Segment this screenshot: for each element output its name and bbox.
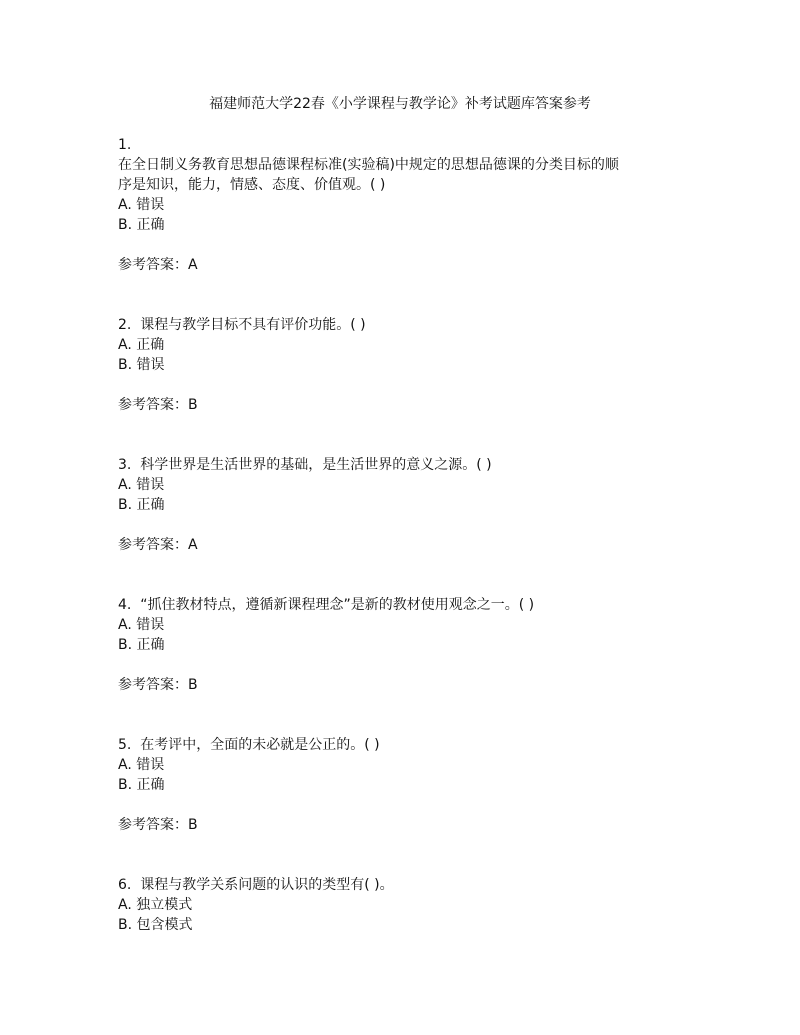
spacer — [118, 695, 718, 735]
question-list — [118, 135, 718, 935]
question-2-option-a: A. 正确 — [118, 337, 165, 353]
question-6-option-b: B. 包含模式 — [118, 917, 193, 933]
question-2-answer: 参考答案：B — [118, 397, 198, 413]
question-5 — [118, 735, 718, 835]
question-4-answer: 参考答案：B — [118, 677, 198, 693]
question-5-line — [118, 735, 718, 755]
question-1-option-b: B. 正确 — [118, 217, 165, 233]
question-5-option-b: B. 正确 — [118, 777, 165, 793]
question-1-option-a: A. 错误 — [118, 197, 165, 213]
question-2-number: 2. — [118, 317, 132, 333]
spacer — [118, 835, 718, 875]
question-6-line — [118, 875, 718, 895]
question-2-stem: 课程与教学目标不具有评价功能。( ) — [140, 317, 366, 333]
question-1-stem-line1: 在全日制义务教育思想品德课程标准(实验稿)中规定的思想品德课的分类目标的顺 — [118, 157, 619, 173]
question-5-answer: 参考答案：B — [118, 817, 198, 833]
question-6-option-a: A. 独立模式 — [118, 897, 193, 913]
question-6 — [118, 875, 718, 935]
question-3-option-a: A. 错误 — [118, 477, 165, 493]
question-2 — [118, 315, 718, 415]
spacer — [118, 415, 718, 455]
question-3-number: 3. — [118, 457, 132, 473]
question-4-option-a: A. 错误 — [118, 617, 165, 633]
question-5-stem: 在考评中，全面的未必就是公正的。( ) — [140, 737, 380, 753]
spacer — [118, 275, 718, 315]
question-6-stem: 课程与教学关系问题的认识的类型有( )。 — [140, 877, 394, 893]
question-6-number: 6. — [118, 877, 132, 893]
question-2-option-b: B. 错误 — [118, 357, 165, 373]
question-3-stem: 科学世界是生活世界的基础，是生活世界的意义之源。( ) — [140, 457, 492, 473]
question-3 — [118, 455, 718, 555]
question-5-number: 5. — [118, 737, 132, 753]
question-3-line — [118, 455, 718, 475]
question-2-line — [118, 315, 718, 335]
question-4-number: 4. — [118, 597, 132, 613]
spacer — [118, 555, 718, 595]
question-4-line — [118, 595, 718, 615]
question-4-option-b: B. 正确 — [118, 637, 165, 653]
question-4 — [118, 595, 718, 695]
question-3-option-b: B. 正确 — [118, 497, 165, 513]
question-1-number: 1. — [118, 137, 132, 153]
question-4-stem: “抓住教材特点，遵循新课程理念”是新的教材使用观念之一。( ) — [140, 597, 535, 613]
question-5-option-a: A. 错误 — [118, 757, 165, 773]
question-1-answer: 参考答案：A — [118, 257, 198, 273]
question-1 — [118, 135, 718, 275]
page-title: 福建师范大学22春《小学课程与教学论》补考试题库答案参考 — [209, 96, 591, 112]
question-1-stem-line2: 序是知识，能力，情感、态度、价值观。( ) — [118, 177, 386, 193]
question-3-answer: 参考答案：A — [118, 537, 198, 553]
